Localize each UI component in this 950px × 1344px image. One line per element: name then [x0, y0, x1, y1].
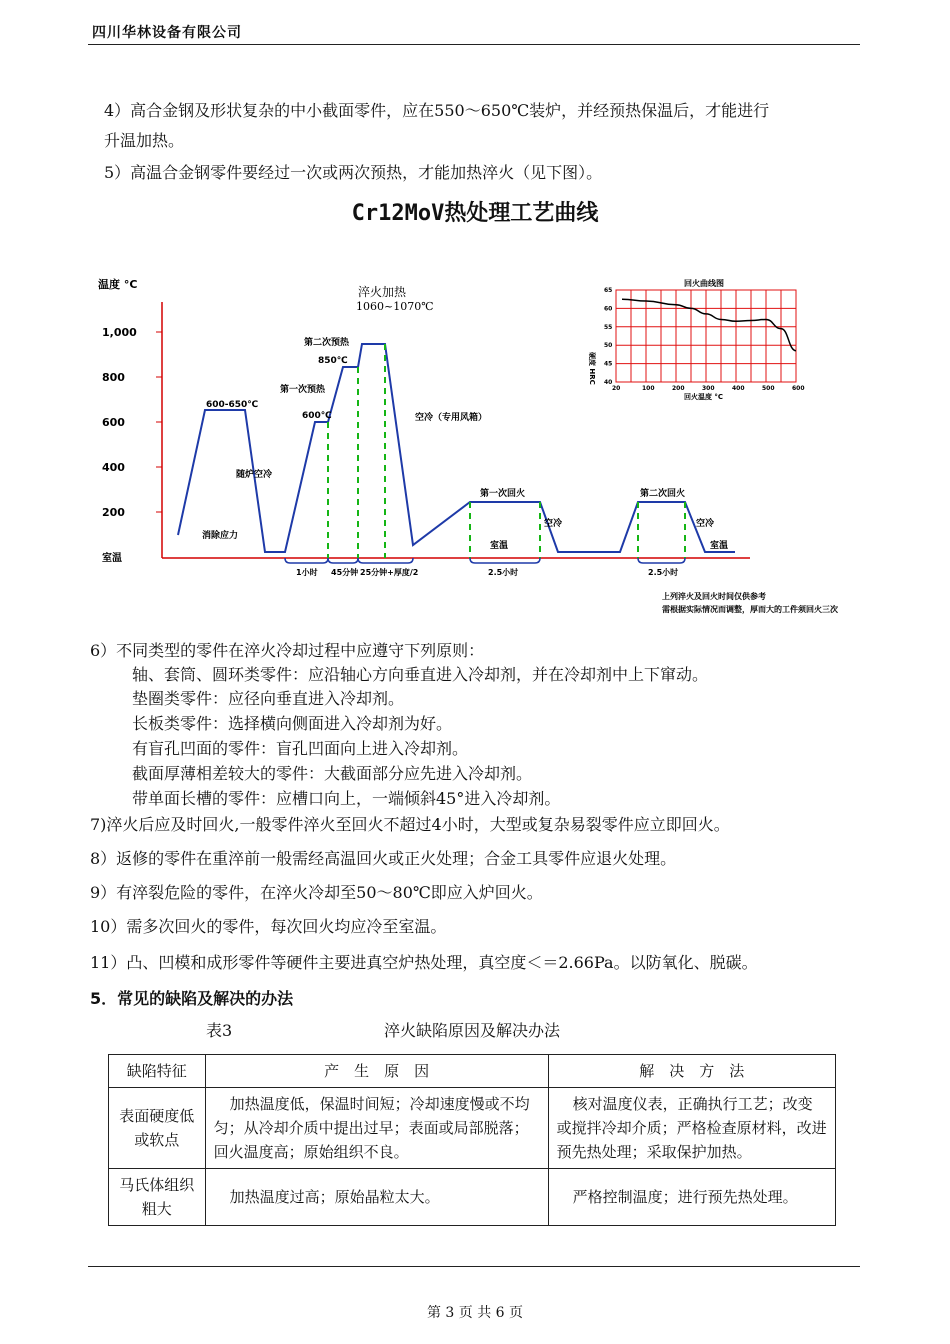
duration-4: 2.5小时 — [488, 568, 519, 577]
y-tick-room: 室温 — [102, 553, 122, 564]
inset-x-tick: 600 — [792, 385, 805, 392]
defect-feature: 表面硬度低或软点 — [109, 1088, 206, 1169]
table-caption: 淬火缺陷原因及解决办法 — [384, 1021, 561, 1040]
duration-2: 45分钟 — [331, 568, 359, 577]
label-room-2: 室温 — [710, 541, 729, 551]
label-stress-relief: 消除应力 — [202, 531, 239, 541]
inset-y-tick: 65 — [604, 287, 613, 294]
section-5-heading: 5．常见的缺陷及解决的办法 — [90, 989, 294, 1008]
label-temper-1: 第一次回火 — [480, 489, 526, 499]
y-tick-1000: 1,000 — [102, 326, 137, 339]
y-axis-label: 温度 °C — [98, 278, 138, 291]
defects-table — [108, 1054, 836, 1226]
defect-feature: 马氏体组织粗大 — [109, 1169, 206, 1226]
inset-x-tick: 400 — [732, 385, 745, 392]
paragraph-5: 5）高温合金钢零件要经过一次或两次预热，才能加热淬火（见下图）。 — [104, 163, 603, 182]
label-temper-2: 第二次回火 — [640, 489, 686, 499]
inset-ylabel: 硬度 HRC — [588, 352, 596, 385]
label-room-1: 室温 — [490, 541, 509, 551]
y-tick-800: 800 — [102, 371, 125, 384]
column-header: 解 决 方 法 — [548, 1055, 835, 1088]
y-tick-400: 400 — [102, 461, 125, 474]
y-tick-600: 600 — [102, 416, 125, 429]
inset-y-tick: 40 — [604, 379, 613, 386]
defect-solution: 严格控制温度；进行预先热处理。 — [548, 1169, 835, 1226]
y-tick-200: 200 — [102, 506, 125, 519]
inset-xlabel: 回火温度 °C — [684, 393, 724, 401]
main-curve — [178, 344, 735, 552]
table-row — [109, 1169, 836, 1226]
rule-6-item: 长板类零件：选择横向侧面进入冷却剂为好。 — [132, 714, 453, 733]
inset-curve — [622, 299, 796, 351]
label-air-cool-1: 空冷 — [544, 519, 563, 529]
header-rule — [88, 44, 860, 45]
rule-8: 8）返修的零件在重淬前一般需经高温回火或正火处理；合金工具零件应退火处理。 — [90, 849, 677, 868]
inset-y-tick: 60 — [604, 305, 613, 313]
inset-y-tick: 55 — [604, 323, 613, 331]
note-2: 需根据实际情况而调整，厚而大的工件须回火三次 — [662, 605, 838, 614]
inset-chart — [588, 278, 805, 401]
defect-cause: 加热温度过高；原始晶粒太大。 — [205, 1169, 548, 1226]
inset-y-tick: 45 — [604, 360, 613, 368]
column-header: 缺陷特征 — [109, 1055, 206, 1088]
label-anneal: 600-650℃ — [206, 400, 259, 410]
defect-cause: 加热温度低，保温时间短；冷却速度慢或不均匀；从冷却介质中提出过早；表面或局部脱落；回火温度高；原始组织不良。 — [205, 1088, 548, 1169]
rule-11: 11）凸、凹模和成形零件等硬件主要进真空炉热处理，真空度＜＝2.66Pa。以防氧化、脱碳。 — [90, 953, 758, 972]
inset-x-tick: 500 — [762, 385, 775, 392]
table-caption-number: 表3 — [206, 1021, 233, 1040]
table-header-row — [109, 1055, 836, 1088]
paragraph-4-line2: 升温加热。 — [104, 131, 185, 150]
label-air-cool-fan: 空冷（专用风箱） — [415, 413, 488, 423]
duration-3: 25分钟+厚度/2 — [360, 568, 419, 577]
inset-x-tick: 200 — [672, 385, 685, 392]
duration-1: 1小时 — [296, 568, 318, 577]
chart-title: Cr12MoV热处理工艺曲线 — [351, 201, 599, 226]
column-header: 产 生 原 因 — [205, 1055, 548, 1088]
rule-6-item: 有盲孔凹面的零件：盲孔凹面向上进入冷却剂。 — [132, 739, 469, 758]
inset-y-tick: 50 — [604, 342, 613, 350]
label-furnace-cool: 随炉空冷 — [236, 470, 273, 480]
rule-9: 9）有淬裂危险的零件，在淬火冷却至50～80℃即应入炉回火。 — [90, 883, 543, 902]
label-preheat-1: 第一次预热 — [280, 385, 326, 395]
inset-x-tick: 20 — [612, 385, 621, 392]
rule-7: 7)淬火后应及时回火,一般零件淬火至回火不超过4小时，大型或复杂易裂零件应立即回火。 — [90, 815, 730, 834]
defect-solution: 核对温度仪表，正确执行工艺；改变或搅拌冷却介质；严格检查原材料，改进预先热处理；采取保护加热。 — [548, 1088, 835, 1169]
rule-6-item: 带单面长槽的零件：应槽口向上，一端倾斜45°进入冷却剂。 — [132, 789, 561, 808]
note-1: 上列淬火及回火时间仅供参考 — [662, 592, 766, 601]
label-quench-temp: 1060~1070℃ — [356, 300, 434, 313]
label-quench-heat: 淬火加热 — [358, 285, 407, 299]
rule-6: 6）不同类型的零件在淬火冷却过程中应遵守下列原则： — [90, 641, 485, 660]
company-header: 四川华林设备有限公司 — [92, 25, 242, 41]
page-number: 第 3 页 共 6 页 — [426, 1305, 524, 1321]
duration-5: 2.5小时 — [648, 568, 679, 577]
rule-6-item: 垫圈类零件：应径向垂直进入冷却剂。 — [132, 689, 405, 708]
inset-x-tick: 100 — [642, 385, 655, 392]
paragraph-4-line1: 4）高合金钢及形状复杂的中小截面零件，应在550～650℃装炉，并经预热保温后，才能进行 — [104, 101, 770, 120]
footer-rule — [88, 1266, 860, 1267]
inset-title: 回火曲线图 — [684, 279, 724, 288]
inset-x-tick: 300 — [702, 385, 715, 392]
label-preheat-2: 第二次预热 — [304, 338, 350, 348]
label-600: 600℃ — [302, 411, 332, 421]
table-row — [109, 1088, 836, 1169]
rule-6-item: 轴、套筒、圆环类零件：应沿轴心方向垂直进入冷却剂，并在冷却剂中上下窜动。 — [132, 665, 709, 684]
rule-10: 10）需多次回火的零件，每次回火均应冷至室温。 — [90, 917, 447, 936]
rule-6-item: 截面厚薄相差较大的零件：大截面部分应先进入冷却剂。 — [132, 764, 533, 783]
label-850: 850℃ — [318, 356, 348, 366]
label-air-cool-2: 空冷 — [696, 519, 715, 529]
heat-treatment-chart — [90, 262, 860, 622]
